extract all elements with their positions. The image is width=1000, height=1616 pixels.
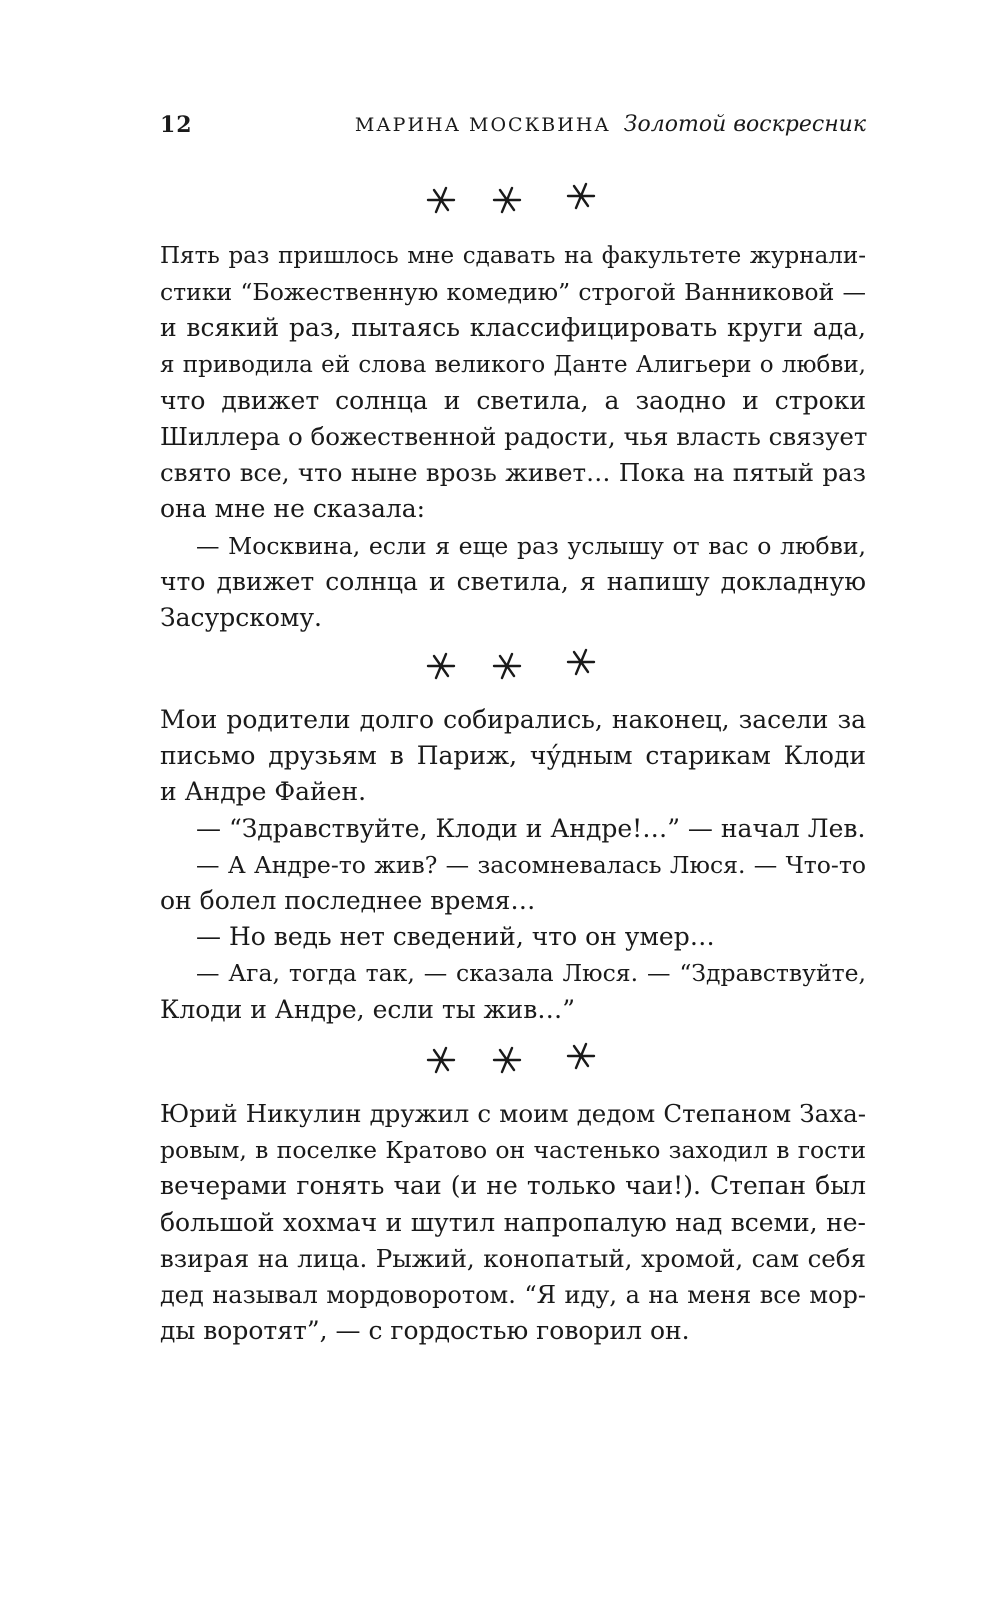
- text-line: — А Андре-то жив? — засомневалась Люся. — Что-то: [196, 850, 866, 879]
- text-section-1: [160, 238, 866, 636]
- section-separator: [0, 180, 1000, 220]
- asterism-icon: [424, 1040, 604, 1080]
- asterism-icon: [424, 646, 604, 686]
- text-line: — Но ведь нет сведений, что он умер…: [196, 922, 715, 952]
- text-line: большой хохмач и шутил напропалую над всеми, не-: [160, 1207, 866, 1237]
- section-separator: [0, 1040, 1000, 1080]
- text-line: и всякий раз, пытаясь классифицировать круги ада,: [160, 313, 866, 343]
- text-line: свято все, что ныне врозь живет… Пока на пятый раз: [160, 458, 866, 488]
- author-name: МАРИНА МОСКВИНА: [354, 114, 611, 136]
- text-line: Пять раз пришлось мне сдавать на факультете журнали-: [160, 243, 866, 269]
- asterism-icon: [424, 180, 604, 220]
- text-line: Шиллера о божественной радости, чья власть связует: [160, 421, 868, 451]
- text-line: и Андре Файен.: [160, 777, 367, 807]
- text-line: ровым, в поселке Кратово он частенько заходил в гости: [160, 1136, 866, 1165]
- text-line: я приводила ей слова великого Данте Алигьери о любви,: [160, 351, 866, 378]
- text-line: он болел последнее время…: [160, 885, 536, 915]
- book-title: Золотой воскресник: [623, 112, 866, 137]
- text-line: Клоди и Андре, если ты жив…”: [160, 994, 576, 1024]
- text-line: — “Здравствуйте, Клоди и Андре!…” — начал Лев.: [196, 813, 866, 843]
- text-section-2: [160, 702, 866, 1028]
- text-line: Мои родители долго собирались, наконец, засели за: [160, 705, 866, 734]
- section-separator: [0, 646, 1000, 686]
- text-line: — Ага, тогда так, — сказала Люся. — “Здравствуйте,: [196, 959, 866, 988]
- text-line: — Москвина, если я еще раз услышу от вас о любви,: [196, 531, 866, 560]
- running-head: [355, 112, 866, 137]
- text-line: стики “Божественную комедию” строгой Ванниковой —: [160, 278, 866, 307]
- text-line: она мне не сказала:: [160, 494, 426, 524]
- text-line: вечерами гонять чаи (и не только чаи!). Степан был: [160, 1171, 866, 1201]
- text-line: Юрий Никулин дружил с моим дедом Степаном Заха-: [160, 1099, 866, 1128]
- text-line: что движет солнца и светила, я напишу докладную: [160, 566, 866, 596]
- text-line: взирая на лица. Рыжий, конопатый, хромой, сам себя: [160, 1243, 866, 1273]
- page-number: 12: [160, 112, 193, 138]
- running-header: [160, 112, 866, 148]
- text-line: письмо друзьям в Париж, чу́дным старикам Клоди: [160, 741, 866, 771]
- text-line: дед называл мордоворотом. “Я иду, а на меня все мор-: [160, 1280, 866, 1309]
- text-section-3: [160, 1096, 866, 1349]
- text-line: что движет солнца и светила, а заодно и строки: [160, 385, 866, 415]
- text-line: Засурскому.: [160, 602, 322, 632]
- text-line: ды воротят”, — с гордостью говорил он.: [160, 1316, 690, 1346]
